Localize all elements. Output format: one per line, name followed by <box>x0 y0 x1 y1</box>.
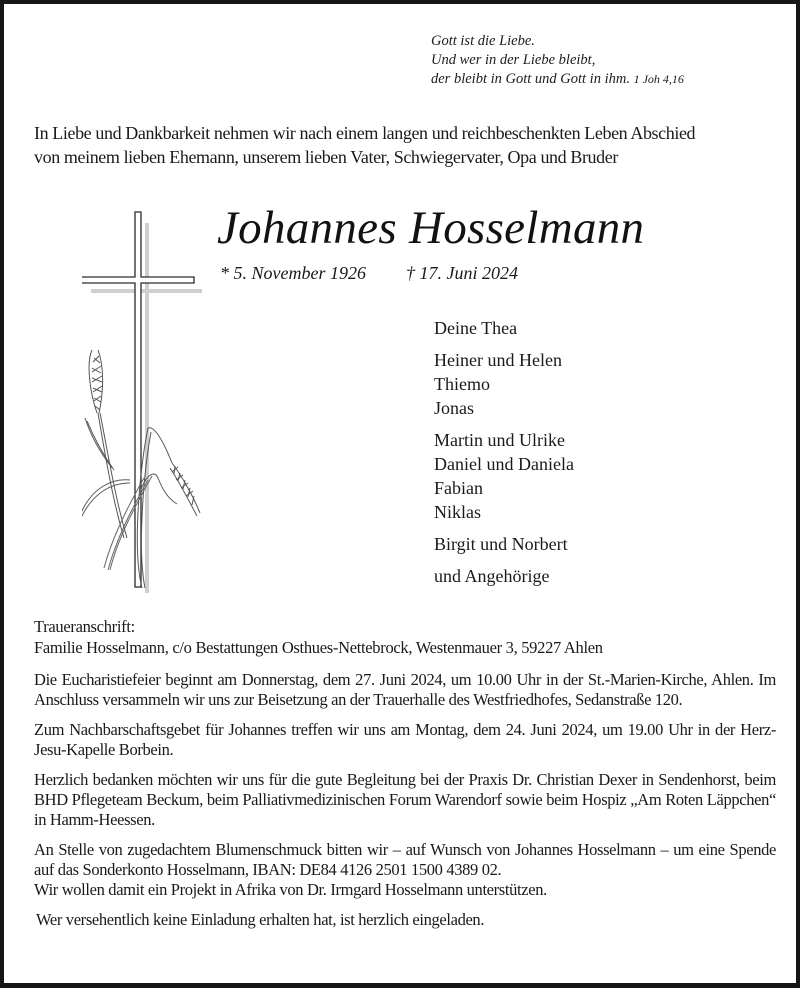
quote-line: Und wer in der Liebe bleibt, <box>431 52 596 68</box>
mourner-name: Heiner und Helen <box>434 350 562 370</box>
mourner-name: und Angehörige <box>434 566 550 586</box>
mourner-name: Deine Thea <box>434 318 518 338</box>
mourners-list <box>434 316 574 596</box>
intro-text <box>34 121 779 169</box>
thanks-paragraph: Herzlich bedanken möchten wir uns für die gute Begleitung bei der Praxis Dr. Christian Dexer in Sendenhorst, beim BHD Pflegeteam Beckum, beim Palliativmedizinischen Forum Warendorf sowie beim Hospiz „Am Roten Läppchen“ in Hamm-Heessen. <box>34 770 776 829</box>
quote-reference: 1 Joh 4,16 <box>633 72 684 86</box>
mourner-group <box>434 564 574 588</box>
wheat-stems <box>104 476 152 570</box>
quote-text: der bleibt in Gott und Gott in ihm. <box>431 71 630 87</box>
address-value: Familie Hosselmann, c/o Bestattungen Osthues-Nettebrock, Westenmauer 3, 59227 Ahlen <box>34 638 603 657</box>
cross-outline <box>82 212 194 587</box>
deceased-name: Johannes Hosselmann <box>217 202 645 254</box>
life-dates <box>220 261 518 285</box>
mass-paragraph: Die Eucharistiefeier beginnt am Donnerstag, dem 27. Juni 2024, um 10.00 Uhr in der St.-Marien-Kirche, Ahlen. Im Anschluss versammeln wir uns zur Beisetzung an der Trauerhalle des Westfriedhofes, Sedanstraße 120. <box>34 670 776 709</box>
mourner-name: Fabian <box>434 478 483 498</box>
mourner-group <box>434 316 574 340</box>
mourning-address <box>34 616 779 658</box>
donation-paragraph: An Stelle von zugedachtem Blumenschmuck bitten wir – auf Wunsch von Johannes Hosselmann – um eine Spende auf das Sonderkonto Hosselmann, IBAN: DE84 4126 2501 1500 4389 02. <box>34 840 776 879</box>
mourner-group <box>434 348 574 420</box>
wheat-ear-left <box>89 350 127 538</box>
mourner-name: Martin und Ulrike <box>434 430 565 450</box>
mourner-name: Birgit und Norbert <box>434 534 568 554</box>
mourner-group <box>434 532 574 556</box>
closing-line: Wer versehentlich keine Einladung erhalten hat, ist herzlich eingeladen. <box>36 910 485 929</box>
prayer-paragraph: Zum Nachbarschaftsgebet für Johannes treffen wir uns am Montag, dem 24. Juni 2024, um 19.00 Uhr in der Herz-Jesu-Kapelle Borbein. <box>34 720 776 759</box>
mourner-name: Thiemo <box>434 374 490 394</box>
mourner-group <box>434 428 574 524</box>
birth-date: * 5. November 1926 <box>220 263 366 283</box>
quote-line: Gott ist die Liebe. <box>431 33 535 49</box>
cross-with-wheat-icon <box>82 208 202 608</box>
mourner-name: Jonas <box>434 398 474 418</box>
bible-quote <box>431 32 684 89</box>
mourner-name: Niklas <box>434 502 481 522</box>
intro-line: von meinem lieben Ehemann, unserem lieben Vater, Schwiegervater, Opa und Bruder <box>34 147 618 167</box>
address-label: Traueranschrift: <box>34 617 135 636</box>
mourner-name: Daniel und Daniela <box>434 454 574 474</box>
quote-line <box>431 70 684 89</box>
death-date: † 17. Juni 2024 <box>405 263 518 283</box>
donation-project-line: Wir wollen damit ein Projekt in Afrika von Dr. Irmgard Hosselmann unterstützen. <box>34 880 547 899</box>
intro-line: In Liebe und Dankbarkeit nehmen wir nach einem langen und reichbeschenkten Leben Abschied <box>34 123 696 143</box>
wheat-leaves <box>82 418 177 516</box>
service-information <box>34 670 776 940</box>
